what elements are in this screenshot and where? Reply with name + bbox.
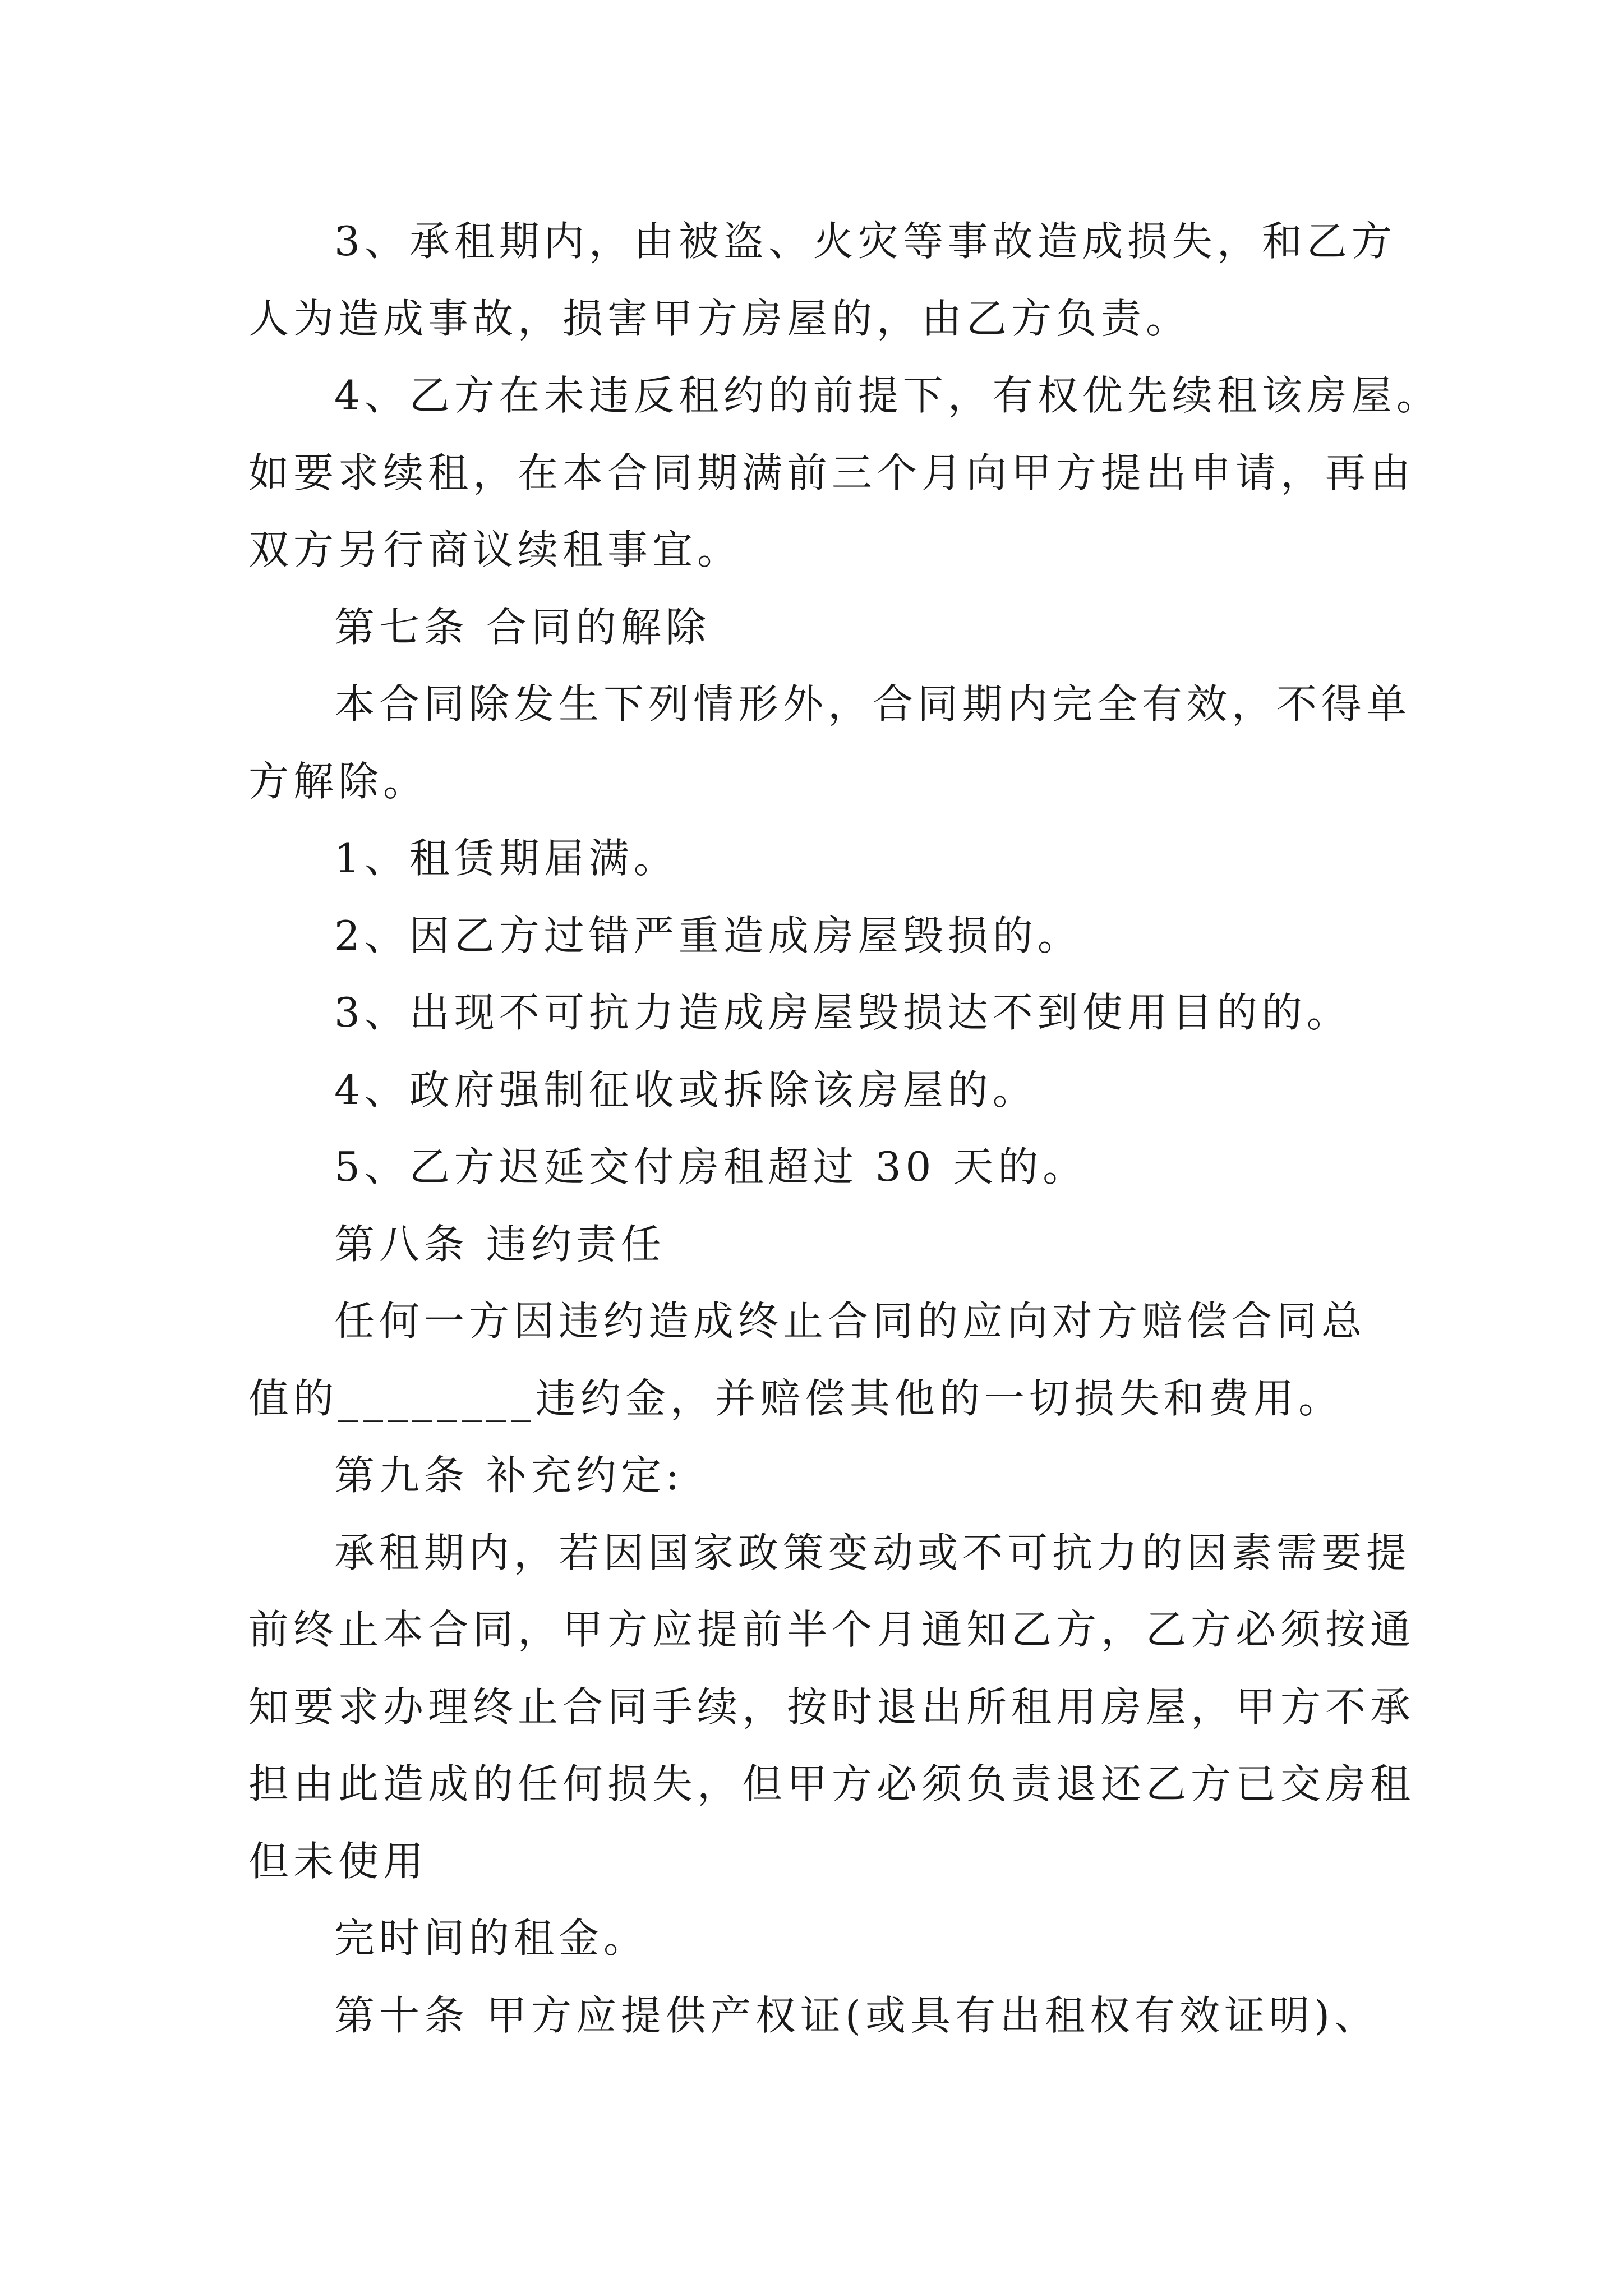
text-line: 担由此造成的任何损失，但甲方必须负责退还乙方已交房租 (248, 1760, 1415, 1807)
text-line: 承租期内，若因国家政策变动或不可抗力的因素需要提 (334, 1529, 1412, 1576)
section-heading: 第八条 违约责任 (334, 1220, 666, 1268)
document-body (248, 203, 1441, 2054)
list-item: 3、出现不可抗力造成房屋毁损达不到使用目的的。 (334, 989, 1352, 1036)
text-line: 完时间的租金。 (334, 1915, 649, 1962)
list-item: 4、政府强制征收或拆除该房屋的。 (334, 1066, 1038, 1114)
text-line: 方解除。 (248, 757, 428, 805)
text-line: 任何一方因违约造成终止合同的应向对方赔偿合同总 (334, 1297, 1367, 1345)
list-item: 5、乙方迟延交付房租超过 30 天的。 (334, 1143, 1088, 1190)
list-item: 2、因乙方过错严重造成房屋毁损的。 (334, 912, 1082, 959)
text-line: 值的________违约金，并赔偿其他的一切损失和费用。 (248, 1374, 1344, 1422)
text-line: 本合同除发生下列情形外，合同期内完全有效，不得单 (334, 680, 1412, 728)
section-heading: 第十条 甲方应提供产权证(或具有出租权有效证明)、 (334, 1991, 1380, 2039)
text-line: 如要求续租，在本合同期满前三个月向甲方提出申请，再由 (248, 449, 1415, 496)
text-line: 但未使用 (248, 1837, 428, 1885)
text-line: 双方另行商议续租事宜。 (248, 526, 743, 573)
text-line: 人为造成事故，损害甲方房屋的，由乙方负责。 (248, 295, 1191, 342)
section-heading: 第九条 补充约定: (334, 1452, 684, 1499)
text-line: 4、乙方在未违反租约的前提下，有权优先续租该房屋。 (334, 372, 1441, 419)
list-item: 1、租赁期届满。 (334, 835, 679, 882)
section-heading: 第七条 合同的解除 (334, 603, 711, 651)
text-line: 知要求办理终止合同手续，按时退出所租用房屋，甲方不承 (248, 1683, 1415, 1731)
text-line: 前终止本合同，甲方应提前半个月通知乙方，乙方必须按通 (248, 1606, 1415, 1653)
text-line: 3、承租期内，由被盗、火灾等事故造成损失，和乙方 (334, 218, 1396, 265)
